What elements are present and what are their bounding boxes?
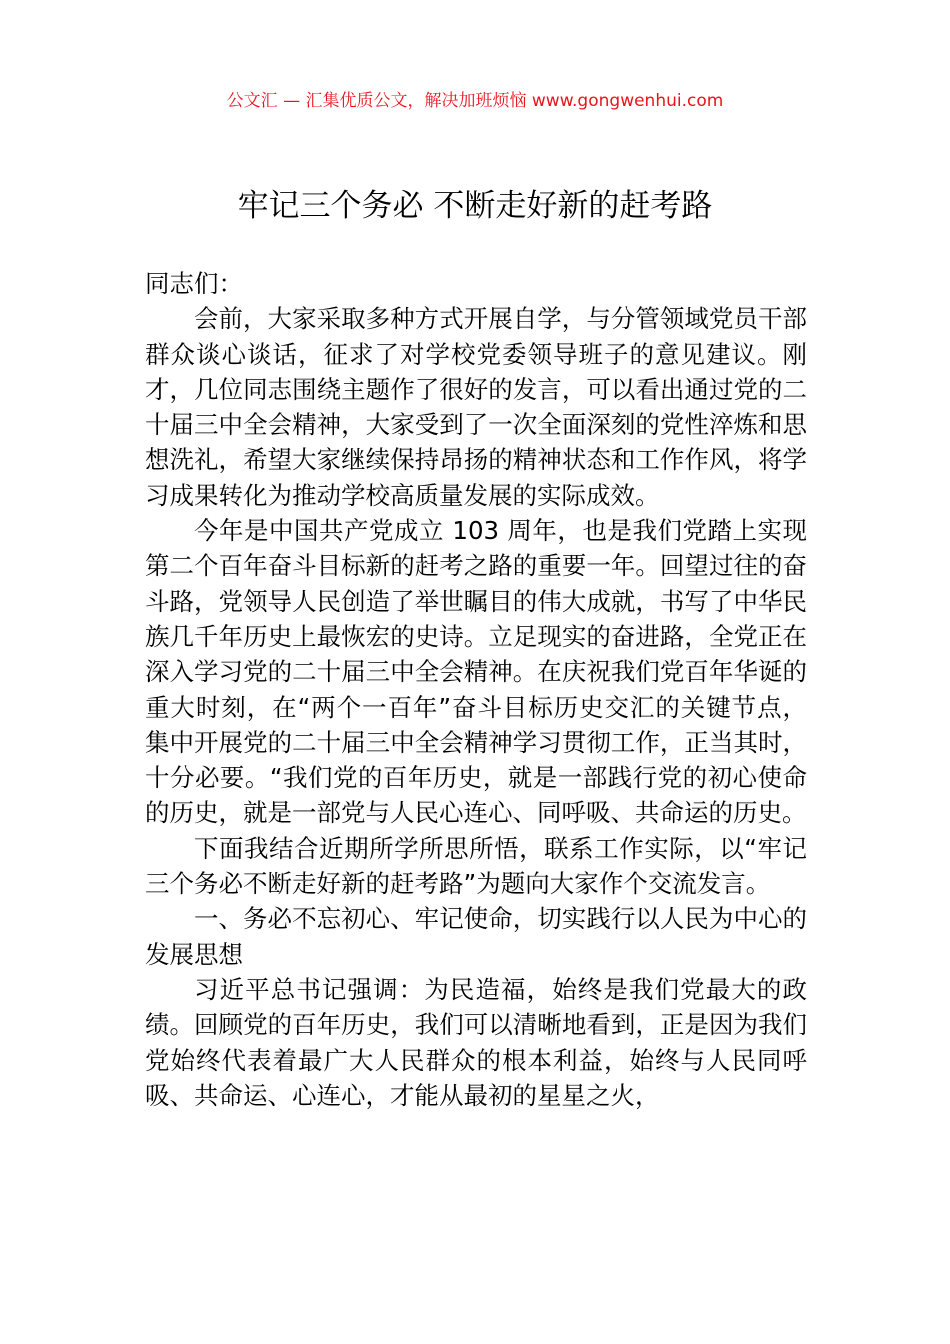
paragraph-anniversary: 今年是中国共产党成立 103 周年，也是我们党踏上实现第二个百年奋斗目标新的赶考之路的重要一年。回望过往的奋斗路，党领导人民创造了举世瞩目的伟大成就，书写了中华民族几千年历史上最恢宏的史诗。立足现实的奋进路，全党正在深入学习党的二十届三中全会精神。在庆祝我们党百年华诞的重大时刻，在“两个一百年”奋斗目标历史交汇的关键节点，集中开展党的二十届三中全会精神学习贯彻工作，正当其时，十分必要。“我们党的百年历史，就是一部践行党的初心使命的历史，就是一部党与人民心连心、同呼吸、共命运的历史。: [145, 516, 807, 828]
header-banner: 公文汇 — 汇集优质公文，解决加班烦恼 www.gongwenhui.com: [226, 91, 724, 111]
salutation: 同志们：: [145, 269, 243, 298]
section-heading-1: 一、务必不忘初心、牢记使命，切实践行以人民为中心的发展思想: [145, 904, 807, 969]
document-body: [145, 266, 807, 1113]
page-title: 牢记三个务必 不断走好新的赶考路: [237, 188, 713, 224]
paragraph-section-1: 习近平总书记强调：为民造福，始终是我们党最大的政绩。回顾党的百年历史，我们可以清晰地看到，正是因为我们党始终代表着最广大人民群众的根本利益，始终与人民同呼吸、共命运、心连心，才能从最初的星星之火，: [145, 974, 807, 1110]
paragraph-intro: 会前，大家采取多种方式开展自学，与分管领域党员干部群众谈心谈话，征求了对学校党委领导班子的意见建议。刚才，几位同志围绕主题作了很好的发言，可以看出通过党的二十届三中全会精神，大家受到了一次全面深刻的党性淬炼和思想洗礼，希望大家继续保持昂扬的精神状态和工作作风，将学习成果转化为推动学校高质量发展的实际成效。: [145, 304, 807, 510]
paragraph-topic: 下面我结合近期所学所思所悟，联系工作实际，以“牢记三个务必不断走好新的赶考路”为题向大家作个交流发言。: [145, 833, 807, 899]
